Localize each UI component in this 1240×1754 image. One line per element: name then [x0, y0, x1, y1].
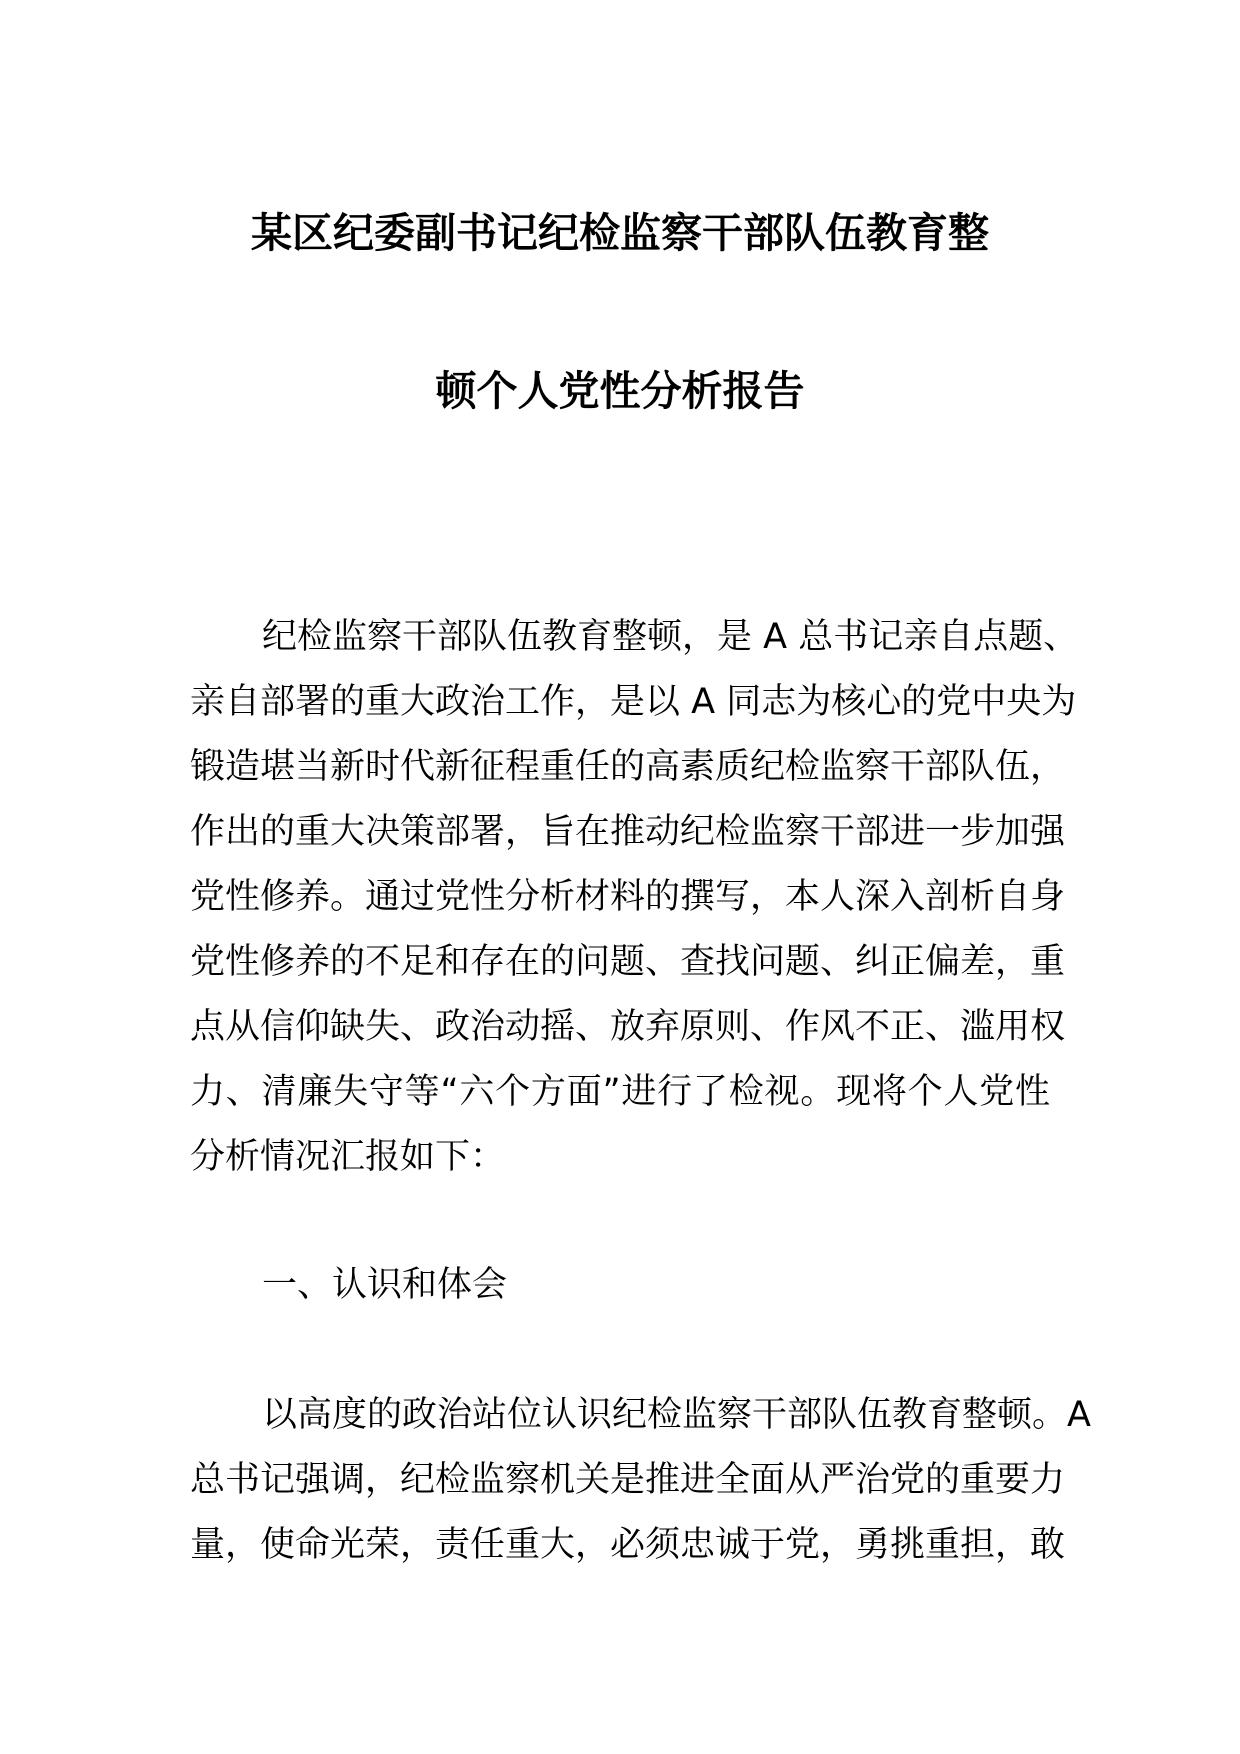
paragraph-line: 作出的重大决策部署，旨在推动纪检监察干部进一步加强 — [190, 812, 1066, 852]
paragraph-line: 党性修养的不足和存在的问题、查找问题、纠正偏差，重 — [190, 942, 1066, 982]
document-title-line1: 某区纪委副书记纪检监察干部队伍教育整 — [251, 209, 989, 257]
section-heading: 一、认识和体会 — [262, 1265, 508, 1305]
paragraph-line: 纪检监察干部队伍教育整顿，是 A 总书记亲自点题、 — [262, 617, 1079, 657]
paragraph-line: 亲自部署的重大政治工作，是以 A 同志为核心的党中央为 — [190, 682, 1077, 722]
paragraph-line: 锻造堪当新时代新征程重任的高素质纪检监察干部队伍， — [190, 747, 1066, 787]
document-title-line2: 顿个人党性分析报告 — [435, 367, 805, 415]
paragraph-line: 以高度的政治站位认识纪检监察干部队伍教育整顿。A — [262, 1395, 1091, 1435]
paragraph-line: 力、清廉失守等“六个方面”进行了检视。现将个人党性 — [190, 1072, 1050, 1112]
paragraph-line: 党性修养。通过党性分析材料的撰写，本人深入剖析自身 — [190, 877, 1066, 917]
paragraph-line: 量，使命光荣，责任重大，必须忠诚于党，勇挑重担，敢 — [190, 1525, 1066, 1565]
paragraph-line: 总书记强调，纪检监察机关是推进全面从严治党的重要力 — [190, 1460, 1066, 1500]
paragraph-line: 点从信仰缺失、政治动摇、放弃原则、作风不正、滥用权 — [190, 1007, 1066, 1047]
paragraph-line: 分析情况汇报如下： — [190, 1137, 506, 1177]
